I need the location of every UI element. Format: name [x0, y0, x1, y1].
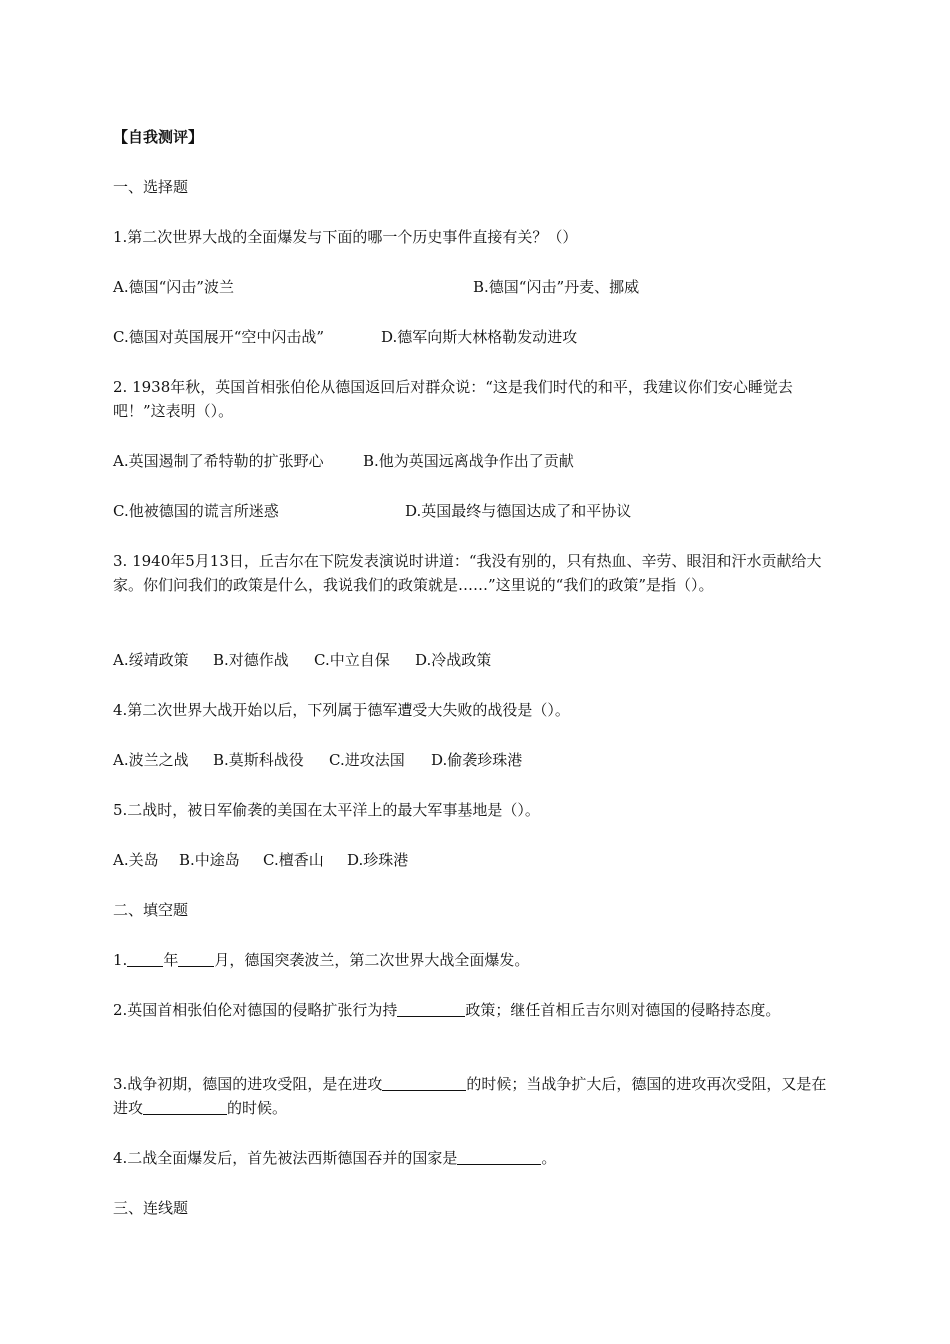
fill-q1-blank-year — [127, 950, 163, 967]
q4-stem: 4.第二次世界大战开始以后，下列属于德军遭受大失败的战役是（）。 — [113, 701, 570, 719]
fill-q3-blank-2 — [143, 1098, 227, 1115]
q5-options — [113, 848, 408, 872]
q5-option-b: B.中途岛 — [179, 851, 240, 869]
q2-stem: 2. 1938年秋，英国首相张伯伦从德国返回后对群众说：“这是我们时代的和平，我建议你们安心睡觉去吧！”这表明（）。 — [113, 378, 793, 420]
q1-stem: 1.第二次世界大战的全面爆发与下面的哪一个历史事件直接有关？（） — [113, 228, 578, 246]
q5-stem: 5.二战时，被日军偷袭的美国在太平洋上的最大军事基地是（）。 — [113, 801, 540, 819]
q2-options-row1 — [113, 449, 574, 473]
q2-options-row2 — [113, 499, 631, 523]
fill-q1-text-2: 年 — [163, 951, 179, 969]
q3-option-b: B.对德作战 — [213, 651, 289, 669]
fill-q1-blank-month — [178, 950, 214, 967]
fill-q4 — [113, 1146, 556, 1170]
q2-option-a: A.英国遏制了希特勒的扩张野心 — [113, 452, 324, 470]
section-fill-title: 二、填空题 — [113, 901, 189, 919]
q4-options — [113, 748, 522, 772]
fill-q3-blank-1 — [382, 1074, 466, 1091]
fill-q3-text-3: 的时候。 — [227, 1099, 288, 1117]
q5-option-a: A.关岛 — [113, 851, 159, 869]
section-matching-title: 三、连线题 — [113, 1199, 189, 1217]
fill-q2-blank — [397, 1000, 465, 1017]
q3-option-c: C.中立自保 — [314, 651, 390, 669]
q3-stem: 3. 1940年5月13日，丘吉尔在下院发表演说时讲道：“我没有别的，只有热血、辛劳、眼泪和汗水贡献给大家。你们问我们的政策是什么，我说我们的政策就是……”这里说的“我们的政策”是指（）。 — [113, 552, 822, 594]
fill-q4-blank — [457, 1148, 541, 1165]
q5-option-c: C.檀香山 — [263, 851, 324, 869]
q1-option-b: B.德国“闪击”丹麦、挪威 — [473, 278, 640, 296]
q1-options-row2 — [113, 325, 577, 349]
q1-option-a: A.德国“闪击”波兰 — [113, 278, 234, 296]
q1-option-d: D.德军向斯大林格勒发动进攻 — [381, 328, 578, 346]
q4-option-a: A.波兰之战 — [113, 751, 189, 769]
q5-option-d: D.珍珠港 — [347, 851, 409, 869]
fill-q3 — [113, 1072, 841, 1120]
fill-q1 — [113, 948, 529, 972]
fill-q2 — [113, 998, 841, 1022]
fill-q2-text-1: 2.英国首相张伯伦对德国的侵略扩张行为持 — [113, 1001, 398, 1019]
q3-option-a: A.绥靖政策 — [113, 651, 189, 669]
fill-q3-text-1: 3.战争初期，德国的进攻受阻，是在进攻 — [113, 1075, 383, 1093]
q3-options — [113, 648, 491, 672]
q2-option-d: D.英国最终与德国达成了和平协议 — [405, 502, 632, 520]
fill-q3-text-2: 的时候；当战争扩大后，德国的进攻再次受阻，又是在进攻 — [113, 1075, 827, 1117]
q1-options-row1 — [113, 275, 639, 299]
fill-q4-text-1: 4.二战全面爆发后，首先被法西斯德国吞并的国家是 — [113, 1149, 458, 1167]
q3-option-d: D.冷战政策 — [415, 651, 492, 669]
q4-option-b: B.莫斯科战役 — [213, 751, 304, 769]
q4-option-c: C.进攻法国 — [329, 751, 405, 769]
self-assessment-heading: 【自我测评】 — [113, 128, 204, 146]
q2-option-b: B.他为英国远离战争作出了贡献 — [363, 452, 574, 470]
q2-option-c: C.他被德国的谎言所迷惑 — [113, 502, 279, 520]
q4-option-d: D.偷袭珍珠港 — [431, 751, 523, 769]
fill-q4-text-2: 。 — [541, 1149, 557, 1167]
fill-q1-text-1: 1. — [113, 951, 128, 969]
q1-option-c: C.德国对英国展开“空中闪击战” — [113, 328, 325, 346]
section-choice-title: 一、选择题 — [113, 178, 189, 196]
fill-q2-text-2: 政策；继任首相丘吉尔则对德国的侵略持态度。 — [465, 1001, 781, 1019]
fill-q1-text-3: 月，德国突袭波兰，第二次世界大战全面爆发。 — [214, 951, 530, 969]
